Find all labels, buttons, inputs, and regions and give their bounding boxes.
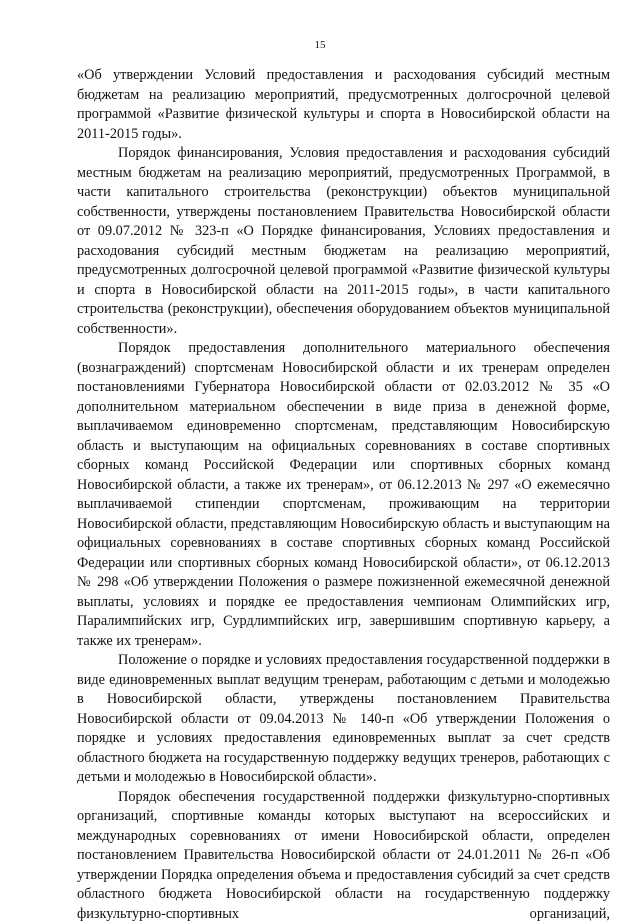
document-body xyxy=(77,66,610,924)
paragraph-financing-procedure: Порядок финансирования, Условия предоставления и расходования субсидий местным бюджетам на реализацию мероприятий, предусмотренных Программой, в части капитального строительства (реконструкции) объектов муниципальной собственности, утверждены постановлением Правительства Новосибирской области от 09.07.2012 № 323-п «О Порядке финансирования, Условиях предоставления и расходования субсидий местным бюджетам на реализацию мероприятий, предусмотренных долгосрочной целевой программой «Развитие физической культуры и спорта в Новосибирской области на 2011-2015 годы», в части капитального строительства (реконструкции), обеспечения оборудованием объектов муниципальной собственности». xyxy=(77,144,610,339)
page-number: 15 xyxy=(0,38,640,52)
paragraph-athlete-rewards: Порядок предоставления дополнительного материального обеспечения (вознаграждений) спортсменам Новосибирской области и их тренерам определен постановлениями Губернатора Новосибирской области от 02.03.2012 № 35 «О дополнительном материальном обеспечении в виде приза в денежной форме, выплачиваемом единовременно спортсменам, представляющим Новосибирскую область и выступающим на официальных соревнованиях в составе спортивных сборных команд Российской Федерации или спортивных сборных команд Новосибирской области, а также их тренерам», от 06.12.2013 № 297 «О ежемесячно выплачиваемой стипендии спортсменам, проживающим на территории Новосибирской области, представляющим Новосибирскую область и выступающим на официальных соревнованиях в составе спортивных сборных команд Российской Федерации или спортивных сборных команд Новосибирской области», от 06.12.2013 № 298 «Об утверждении Положения о размере пожизненной ежемесячной денежной выплаты, условиях и порядке ее предоставления чемпионам Олимпийских игр, Паралимпийских игр, Сурдлимпийских игр, завершившим спортивную карьеру, а также их тренерам». xyxy=(77,339,610,651)
paragraph-sports-organizations-support: Порядок обеспечения государственной поддержки физкультурно-спортивных организаций, спортивные команды которых выступают на всероссийских и международных соревнованиях от имени Новосибирской области, определен постановлением Правительства Новосибирской области от 24.01.2011 № 26-п «Об утверждении Порядка определения объема и предоставления субсидий за счет средств областного бюджета Новосибирской области на государственную поддержку физкультурно-спортивных организаций, xyxy=(77,788,610,924)
paragraph-coach-support: Положение о порядке и условиях предоставления государственной поддержки в виде единовременных выплат ведущим тренерам, работающим с детьми и молодежью в Новосибирской области, утверждены постановлением Правительства Новосибирской области от 09.04.2013 № 140-п «Об утверждении Положения о порядке и условиях предоставления единовременных выплат за счет средств областного бюджета на государственную поддержку ведущих тренеров, работающих с детьми и молодежью в Новосибирской области». xyxy=(77,651,610,788)
paragraph-program-conditions-title: «Об утверждении Условий предоставления и расходования субсидий местным бюджетам на реализацию мероприятий, предусмотренных долгосрочной целевой программой «Развитие физической культуры и спорта в Новосибирской области на 2011-2015 годы». xyxy=(77,66,610,144)
